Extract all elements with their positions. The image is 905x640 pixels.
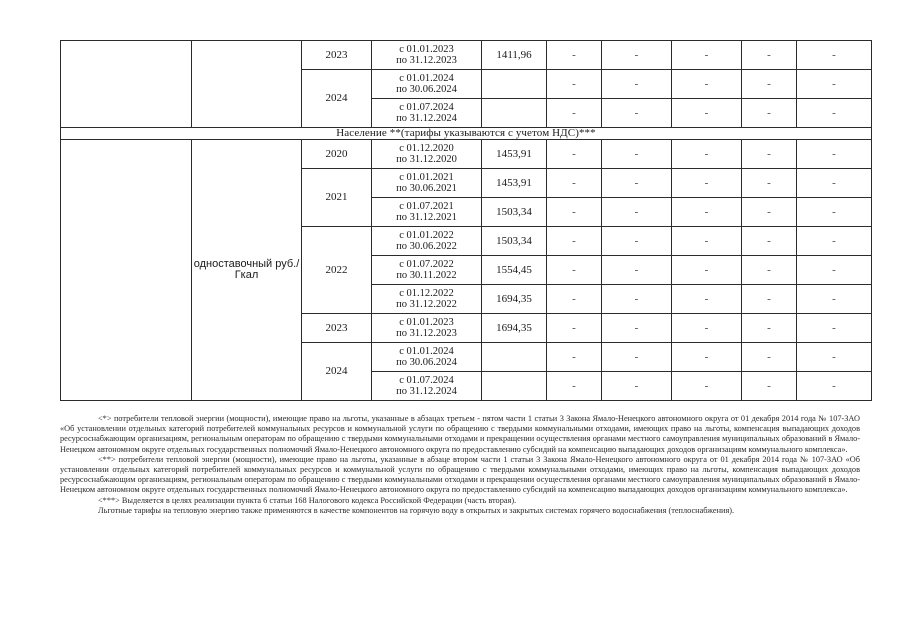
dash-cell: - — [797, 70, 872, 99]
dash-cell: - — [742, 372, 797, 401]
dash-cell: - — [547, 70, 602, 99]
tariff-value — [482, 99, 547, 128]
dash-cell: - — [797, 169, 872, 198]
period-end: по 30.06.2021 — [396, 183, 457, 194]
dash-cell: - — [547, 169, 602, 198]
period-start: с 01.01.2022 — [399, 230, 454, 241]
dash-cell: - — [742, 70, 797, 99]
period-start: с 01.07.2021 — [399, 201, 454, 212]
dash-cell: - — [672, 343, 742, 372]
year-cell: 2021 — [302, 169, 372, 227]
dash-cell: - — [547, 256, 602, 285]
dash-cell: - — [672, 372, 742, 401]
period-start: с 01.01.2023 — [399, 44, 454, 55]
table-row — [61, 41, 872, 70]
period-start: с 01.01.2021 — [399, 172, 454, 183]
blank-cell — [61, 41, 192, 128]
dash-cell: - — [797, 343, 872, 372]
blank-cell — [61, 140, 192, 401]
footnote-1: <*> потребители тепловой энергии (мощности), имеющие право на льготы, указанные в абзацах третьем - пятом части 1 статьи 3 Закона Ямало-Ненецкого автономного округа от 01 декабря 2014 года № 107-ЗАО «Об установлении отдельных категорий потребителей коммунальных ресурсов и коммунальной услуги по обращению с твердыми коммунальными отходами, имеющих право на льготы, компенсация выпадающих доходов ресурсоснабжающим организациям, региональным операторам по обращению с твердыми коммунальными отходами и прекращении осуществления органами местного самоуправления муниципальных образований в Ямало-Ненецком автономном округе отдельных государственных полномочий Ямало-Ненецкого автономного округа по предоставлению субсидий на компенсацию выпадающих доходов организациям коммунального комплекса». — [60, 414, 860, 454]
period-end: по 30.06.2022 — [396, 241, 457, 252]
period-cell — [372, 343, 482, 372]
footnote-3: <***> Выделяется в целях реализации пункта 6 статьи 168 Налогового кодекса Российской Федерации (часть вторая). — [98, 495, 517, 505]
dash-cell: - — [602, 41, 672, 70]
period-end: по 31.12.2024 — [396, 113, 457, 124]
dash-cell: - — [672, 70, 742, 99]
dash-cell: - — [797, 227, 872, 256]
period-start: с 01.07.2024 — [399, 102, 454, 113]
tariff-value: 1554,45 — [482, 256, 547, 285]
dash-cell: - — [547, 227, 602, 256]
dash-cell: - — [742, 99, 797, 128]
dash-cell: - — [547, 343, 602, 372]
dash-cell: - — [797, 140, 872, 169]
period-end: по 31.12.2023 — [396, 55, 457, 66]
tariff-value: 1503,34 — [482, 198, 547, 227]
dash-cell: - — [797, 372, 872, 401]
period-end: по 31.12.2023 — [396, 328, 457, 339]
dash-cell: - — [602, 198, 672, 227]
dash-cell: - — [602, 140, 672, 169]
dash-cell: - — [797, 256, 872, 285]
dash-cell: - — [672, 285, 742, 314]
dash-cell: - — [602, 285, 672, 314]
dash-cell: - — [672, 41, 742, 70]
dash-cell: - — [602, 314, 672, 343]
period-start: с 01.01.2024 — [399, 73, 454, 84]
dash-cell: - — [602, 227, 672, 256]
dash-cell: - — [742, 140, 797, 169]
year-cell: 2024 — [302, 343, 372, 401]
dash-cell: - — [672, 169, 742, 198]
category-cell: одноставочный руб./Гкал — [192, 140, 302, 401]
tariff-table — [60, 40, 872, 401]
dash-cell: - — [547, 41, 602, 70]
period-cell — [372, 70, 482, 99]
table-row — [61, 140, 872, 169]
dash-cell: - — [672, 99, 742, 128]
footnote-2: <**> потребители тепловой энергии (мощности), имеющие право на льготы, указанные в абзаце втором части 1 статьи 3 Закона Ямало-Ненецкого автономного округа от 01 декабря 2014 года № 107-ЗАО «Об установлении отдельных категорий потребителей коммунальных ресурсов и коммунальной услуги по обращению с твердыми коммунальными отходами, имеющих право на льготы, компенсация выпадающих доходов ресурсоснабжающим организациям, региональным операторам по обращению с твердыми коммунальными отходами и прекращении осуществления органами местного самоуправления муниципальных образований в Ямало-Ненецком автономном округе отдельных государственных полномочий Ямало-Ненецкого автономного округа по предоставлению субсидий на компенсацию выпадающих доходов организациям коммунального комплекса». — [60, 454, 860, 495]
dash-cell: - — [742, 343, 797, 372]
footnote-4: Льготные тарифы на тепловую энергию также применяются в качестве компонентов на горячую воду в открытых и закрытых системах горячего водоснабжения (теплоснабжения). — [98, 505, 735, 515]
period-end: по 31.12.2022 — [396, 299, 457, 310]
dash-cell: - — [742, 41, 797, 70]
dash-cell: - — [742, 198, 797, 227]
dash-cell: - — [672, 140, 742, 169]
tariff-value: 1694,35 — [482, 314, 547, 343]
period-start: с 01.12.2020 — [399, 143, 454, 154]
dash-cell: - — [797, 99, 872, 128]
section-header: Население **(тарифы указываются с учетом НДС)*** — [61, 128, 872, 140]
dash-cell: - — [742, 169, 797, 198]
section-row — [61, 128, 872, 140]
tariff-value — [482, 70, 547, 99]
dash-cell: - — [797, 41, 872, 70]
dash-cell: - — [602, 343, 672, 372]
year-cell: 2020 — [302, 140, 372, 169]
blank-cell — [192, 41, 302, 128]
year-cell: 2022 — [302, 227, 372, 314]
period-cell — [372, 314, 482, 343]
period-start: с 01.07.2022 — [399, 259, 454, 270]
tariff-value: 1503,34 — [482, 227, 547, 256]
dash-cell: - — [602, 372, 672, 401]
dash-cell: - — [547, 198, 602, 227]
period-start: с 01.01.2023 — [399, 317, 454, 328]
tariff-value — [482, 372, 547, 401]
period-start: с 01.01.2024 — [399, 346, 454, 357]
dash-cell: - — [672, 314, 742, 343]
period-cell — [372, 198, 482, 227]
period-end: по 31.12.2024 — [396, 386, 457, 397]
year-cell: 2023 — [302, 41, 372, 70]
year-cell: 2024 — [302, 70, 372, 128]
period-cell — [372, 285, 482, 314]
dash-cell: - — [672, 198, 742, 227]
dash-cell: - — [797, 198, 872, 227]
dash-cell: - — [602, 256, 672, 285]
dash-cell: - — [547, 285, 602, 314]
dash-cell: - — [742, 314, 797, 343]
tariff-value: 1453,91 — [482, 169, 547, 198]
dash-cell: - — [547, 372, 602, 401]
period-cell — [372, 99, 482, 128]
period-cell — [372, 372, 482, 401]
period-cell — [372, 169, 482, 198]
dash-cell: - — [547, 314, 602, 343]
period-end: по 30.11.2022 — [396, 270, 457, 281]
dash-cell: - — [742, 256, 797, 285]
period-cell — [372, 256, 482, 285]
period-cell — [372, 41, 482, 70]
dash-cell: - — [742, 285, 797, 314]
dash-cell: - — [672, 256, 742, 285]
period-cell — [372, 140, 482, 169]
dash-cell: - — [602, 169, 672, 198]
dash-cell: - — [602, 70, 672, 99]
period-end: по 30.06.2024 — [396, 84, 457, 95]
tariff-value: 1411,96 — [482, 41, 547, 70]
tariff-value: 1453,91 — [482, 140, 547, 169]
period-cell — [372, 227, 482, 256]
dash-cell: - — [602, 99, 672, 128]
period-end: по 31.12.2021 — [396, 212, 457, 223]
dash-cell: - — [797, 314, 872, 343]
tariff-value — [482, 343, 547, 372]
period-start: с 01.07.2024 — [399, 375, 454, 386]
dash-cell: - — [672, 227, 742, 256]
dash-cell: - — [742, 227, 797, 256]
dash-cell: - — [797, 285, 872, 314]
dash-cell: - — [547, 99, 602, 128]
year-cell: 2023 — [302, 314, 372, 343]
tariff-value: 1694,35 — [482, 285, 547, 314]
period-end: по 30.06.2024 — [396, 357, 457, 368]
period-start: с 01.12.2022 — [399, 288, 454, 299]
footnotes — [60, 414, 860, 516]
period-end: по 31.12.2020 — [396, 154, 457, 165]
dash-cell: - — [547, 140, 602, 169]
